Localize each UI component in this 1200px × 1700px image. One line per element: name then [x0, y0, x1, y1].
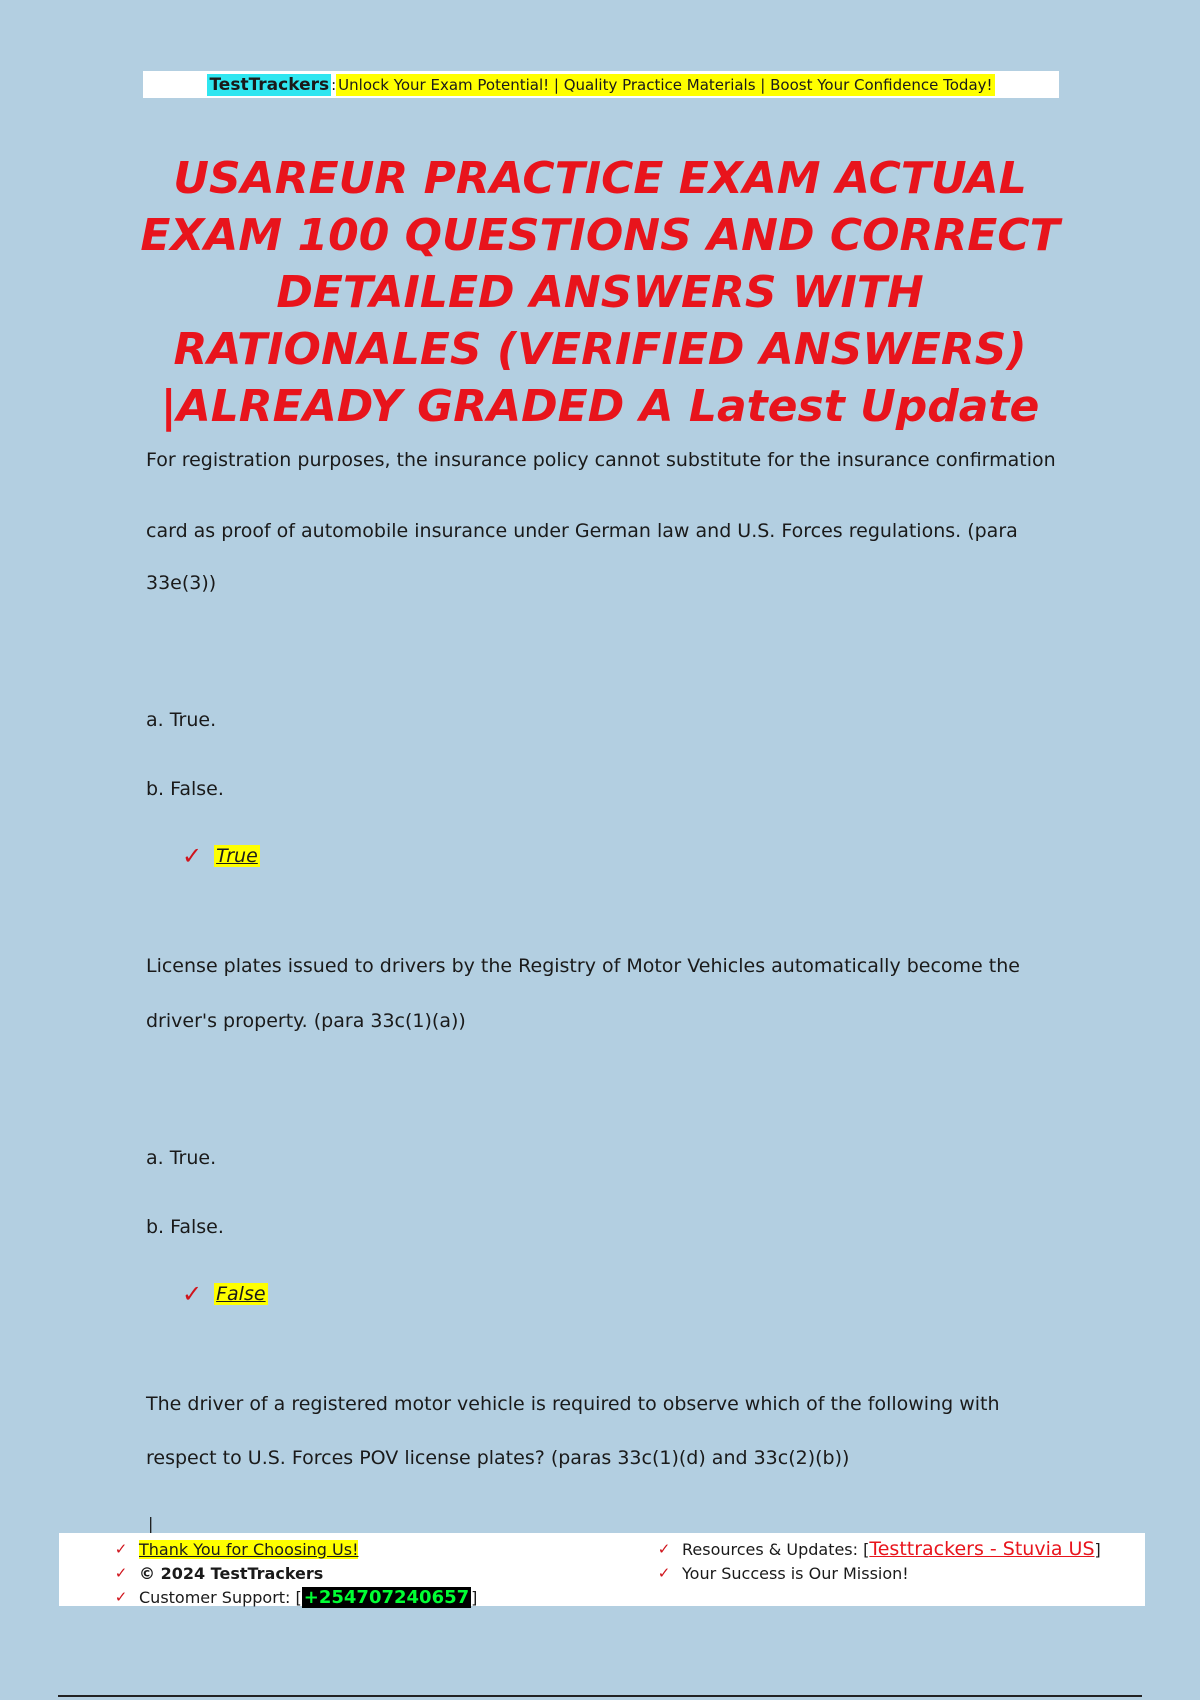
question-2-option-b: b. False.	[146, 1216, 224, 1238]
brand-name: TestTrackers	[209, 74, 330, 95]
text-cursor: |	[148, 1514, 154, 1533]
footer-mission: Your Success is Our Mission!	[682, 1563, 909, 1583]
footer-copyright-line	[103, 1561, 477, 1585]
checkmark-icon: ✓	[657, 1540, 671, 1558]
footer-left-column	[103, 1537, 477, 1609]
footer-support-label: Customer Support: [	[139, 1587, 302, 1607]
footer-resources-close: ]	[1094, 1539, 1101, 1559]
question-3-line-2: respect to U.S. Forces POV license plates? (paras 33c(1)(d) and 33c(2)(b))	[146, 1447, 850, 1469]
footer-thanks-line	[103, 1537, 477, 1561]
support-phone[interactable]: +254707240657	[303, 1586, 470, 1608]
question-1-line-1: For registration purposes, the insurance policy cannot substitute for the insurance confirmation	[146, 449, 1056, 471]
question-2-answer	[182, 1280, 268, 1308]
checkmark-icon: ✓	[114, 1588, 128, 1606]
checkmark-icon: ✓	[114, 1540, 128, 1558]
question-1-option-b: b. False.	[146, 778, 224, 800]
question-1-line-2: card as proof of automobile insurance under German law and U.S. Forces regulations. (para	[146, 520, 1018, 542]
question-1-option-a: a. True.	[146, 709, 217, 731]
footer-resources-line	[646, 1537, 1101, 1561]
question-1-line-3: 33e(3))	[146, 572, 217, 594]
answer-value: False	[216, 1283, 266, 1305]
question-3-line-1: The driver of a registered motor vehicle is required to observe which of the following with	[146, 1393, 1000, 1415]
footer-support-line	[103, 1585, 477, 1609]
question-2-line-1: License plates issued to drivers by the Registry of Motor Vehicles automatically become the	[146, 955, 1020, 977]
checkmark-icon: ✓	[657, 1564, 671, 1582]
bottom-rule	[58, 1695, 1142, 1697]
question-2-line-2: driver's property. (para 33c(1)(a))	[146, 1010, 466, 1032]
document-title: USAREUR PRACTICE EXAM ACTUAL EXAM 100 QUESTIONS AND CORRECT DETAILED ANSWERS WITH RATIONALES (VERIFIED ANSWERS) |ALREADY GRADED A Latest Update	[140, 153, 1060, 432]
footer-support-close: ]	[471, 1587, 478, 1607]
question-2-option-a: a. True.	[146, 1147, 217, 1169]
footer-resources-label: Resources & Updates: [	[682, 1539, 870, 1559]
checkmark-icon: ✓	[182, 842, 203, 870]
footer-thanks: Thank You for Choosing Us!	[139, 1539, 359, 1559]
question-1-answer	[182, 842, 260, 870]
checkmark-icon: ✓	[182, 1280, 203, 1308]
answer-value: True	[216, 845, 258, 867]
footer-copyright: © 2024 TestTrackers	[139, 1563, 324, 1583]
brand-colon: :	[331, 75, 337, 94]
resources-link[interactable]: Testtrackers - Stuvia US	[869, 1538, 1095, 1560]
banner-tagline: Unlock Your Exam Potential! | Quality Practice Materials | Boost Your Confidence Today!	[338, 75, 993, 94]
footer-mission-line	[646, 1561, 1101, 1585]
checkmark-icon: ✓	[114, 1564, 128, 1582]
footer-right-column	[646, 1537, 1101, 1585]
header-banner	[143, 71, 1059, 98]
footer	[59, 1533, 1145, 1606]
